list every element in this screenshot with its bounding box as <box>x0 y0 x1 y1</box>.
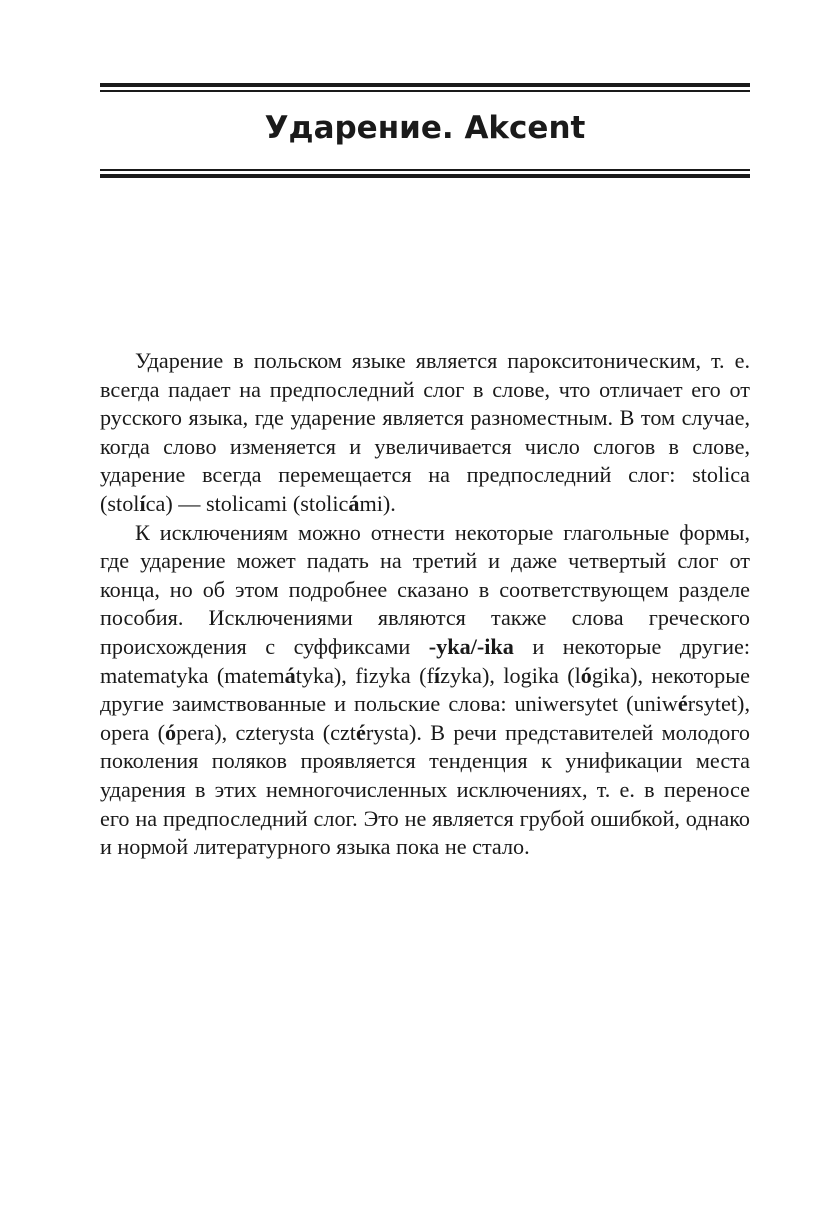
stressed-fragment: -yka/-ika <box>428 633 514 659</box>
text-run: zyka), logika (l <box>440 662 581 688</box>
paragraph-exceptions <box>100 519 750 862</box>
paragraph-stress-rule <box>100 347 750 519</box>
text-run: К исключениям можно отнести некоторые глагольные формы, где ударение может падать на третий и даже четвертый слог от конца, но об этом подробнее сказано в соответствующем разделе пособия. Исключениями являются также слова греческого происхождения с суффиксами <box>100 519 750 659</box>
stressed-fragment: í <box>139 490 146 516</box>
body-text <box>100 347 750 862</box>
stressed-fragment: ó <box>165 719 177 745</box>
top-thick-line <box>100 83 750 87</box>
top-thin-line <box>100 90 750 92</box>
text-run: tyka), fizyka (f <box>295 662 434 688</box>
text-run: и некоторые другие: matematyka (matem <box>100 633 750 688</box>
stressed-fragment: é <box>677 691 688 717</box>
text-run: pera), czterysta (czt <box>176 719 356 745</box>
bottom-thin-line <box>100 169 750 171</box>
stressed-fragment: ó <box>580 662 592 688</box>
text-run: Ударение в польском языке является парокситоническим, т. е. всегда падает на предпоследний слог в слове, что отличает его от русского языка, где ударение является разноместным. В том случае, когда слово изменяется и увеличивается число слогов в слове, ударение всегда перемещается на предпоследний слог: stolica (stol <box>100 348 750 516</box>
stressed-fragment: í <box>433 662 441 688</box>
text-run: mi). <box>359 490 396 516</box>
text-run: gika), некоторые другие заимствованные и польские слова: uniwersytet (uniw <box>100 662 750 717</box>
section-title: Ударение. Akcent <box>264 110 586 146</box>
header-top-rule <box>100 83 750 92</box>
stressed-fragment: é <box>355 719 366 745</box>
text-run: rysta). В речи представителей молодого поколения поляков проявляется тенденция к унификации места ударения в этих немногочисленных исключениях, т. е. в переносе его на предпоследний слог. Это не является грубой ошибкой, однако и нормой литературного языка пока не стало. <box>100 719 750 860</box>
text-run: rsytet), opera ( <box>100 691 750 745</box>
stressed-fragment: á <box>284 662 296 688</box>
text-run: ca) — stolicami (stolic <box>145 490 349 516</box>
header-bottom-rule <box>100 169 750 178</box>
stressed-fragment: á <box>348 490 360 516</box>
bottom-thick-line <box>100 174 750 178</box>
